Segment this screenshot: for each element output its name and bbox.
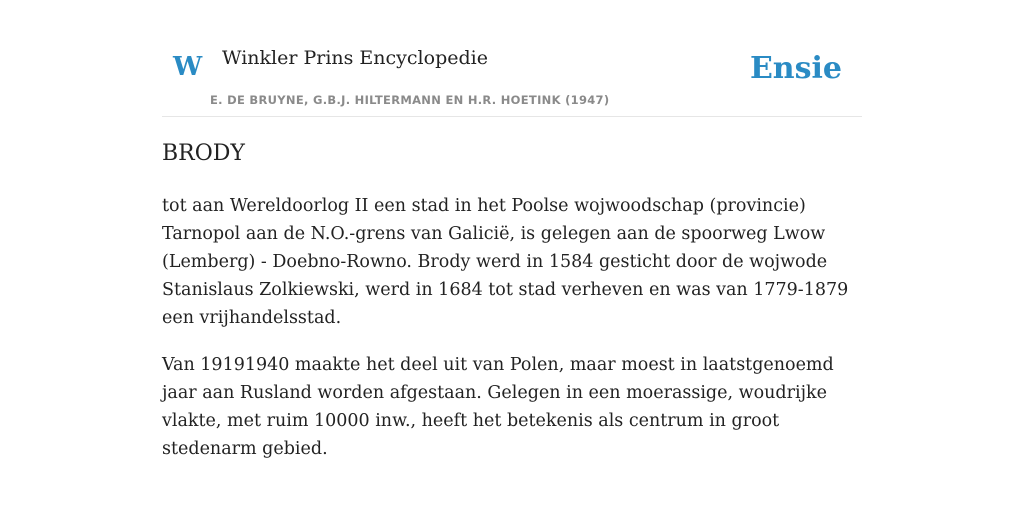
entry-title: BRODY [162,141,245,166]
brand-logo[interactable]: Ensie [749,51,842,86]
source-title[interactable]: Winkler Prins Encyclopedie [222,47,488,69]
source-logo[interactable]: W [173,52,203,82]
entry-paragraph: tot aan Wereldoorlog II een stad in het Poolse wojwoodschap (provincie) Tarnopol aan de N.O.-grens van Galicië, is gelegen aan de spoorweg Lwow (Lemberg) - Doebno-Rowno. Brody werd in 1584 gesticht door de wojwode Stanislaus Zolkiewski, werd in 1684 tot stad verheven en was van 1779-1879 een vrijhandelsstad. [162,196,849,328]
source-header [162,40,862,117]
entry-body [162,192,862,482]
entry-paragraph: Van 19191940 maakte het deel uit van Polen, maar moest in laatstgenoemd jaar aan Rusland worden afgestaan. Gelegen in een moerassige, woudrijke vlakte, met ruim 10000 inw., heeft het betekenis als centrum in groot stedenarm gebied. [162,355,834,459]
source-authors: E. DE BRUYNE, G.B.J. HILTERMANN EN H.R. HOETINK (1947) [210,93,610,107]
